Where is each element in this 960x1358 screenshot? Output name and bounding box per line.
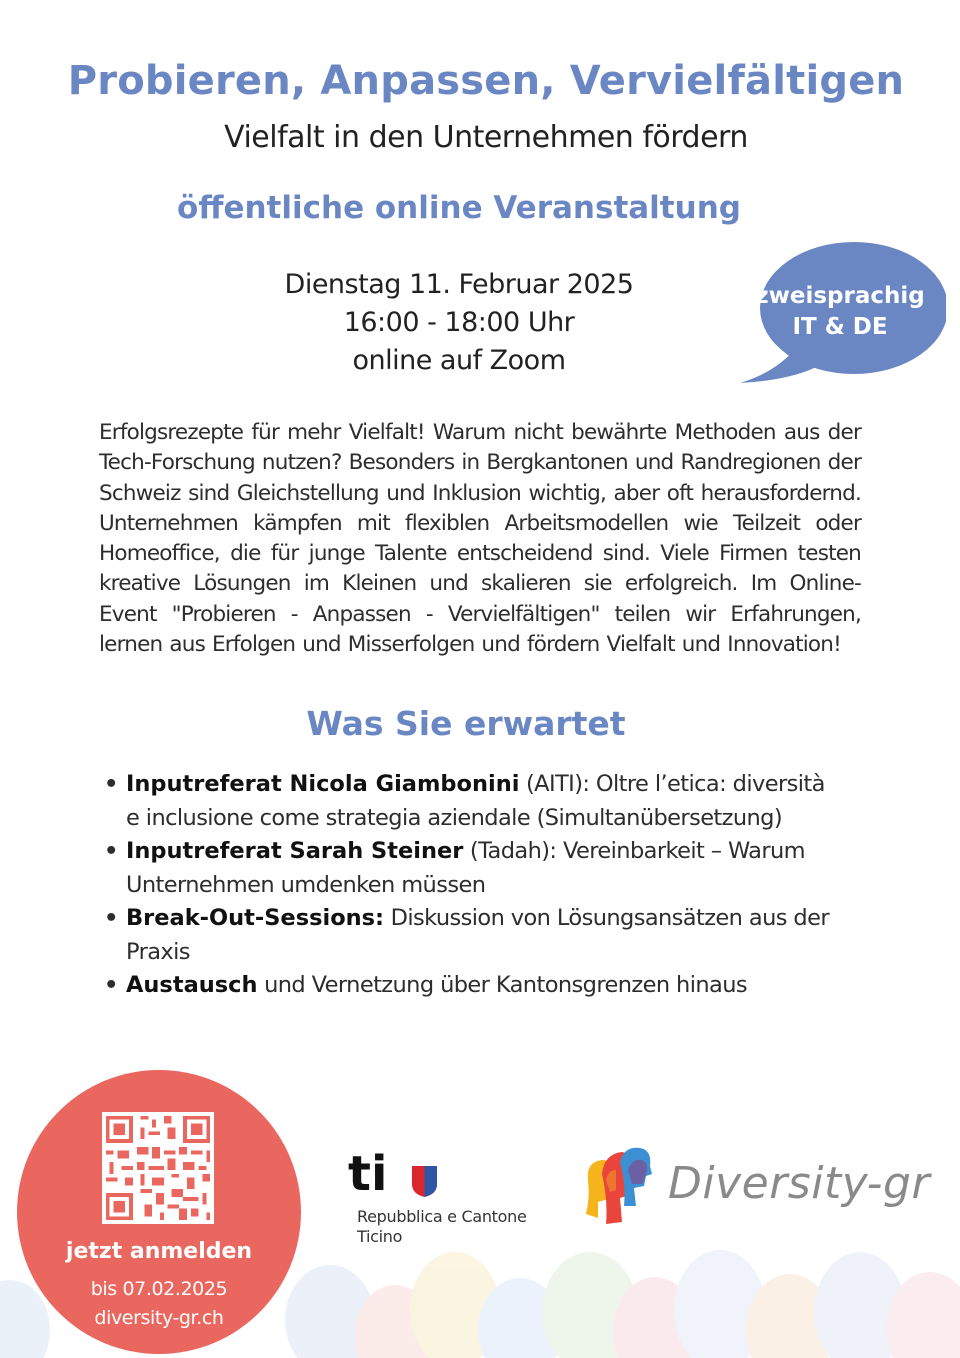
agenda-item-bold: Inputreferat Nicola Giambonini	[126, 771, 520, 797]
agenda-list	[104, 768, 844, 1003]
agenda-item-bold: Austausch	[126, 972, 258, 998]
agenda-item-text: (AITI): Oltre l’etica: diversità e inclusione come strategia aziendale (Simultanübersetzung)	[126, 771, 825, 831]
agenda-item	[104, 902, 844, 969]
ti-logo-mark: ti	[348, 1150, 388, 1198]
agenda-item	[104, 835, 844, 902]
agenda-item-text: und Vernetzung über Kantonsgrenzen hinaus	[257, 972, 747, 998]
agenda-item	[104, 969, 844, 1003]
bullet-icon: •	[104, 838, 118, 864]
page-subtitle: Vielfalt in den Unternehmen fördern	[224, 120, 748, 155]
registration-website-link[interactable]: diversity-gr.ch	[94, 1307, 224, 1329]
qr-code-icon[interactable]	[102, 1112, 214, 1224]
canton-ticino-logo	[348, 1150, 440, 1198]
bullet-icon: •	[104, 905, 118, 931]
bullet-icon: •	[104, 771, 118, 797]
diversity-gr-logo-icon	[580, 1140, 664, 1230]
canton-ticino-line1: Repubblica e Cantone	[357, 1207, 527, 1226]
bilingual-badge	[744, 281, 936, 343]
registration-deadline: bis 07.02.2025	[90, 1278, 228, 1300]
bilingual-badge-line2: IT & DE	[792, 314, 888, 340]
register-cta[interactable]: jetzt anmelden	[65, 1239, 253, 1264]
event-description: Erfolgsrezepte für mehr Vielfalt! Warum nicht bewährte Methoden aus der Tech-Forschung nutzen? Besonders in Bergkantonen und Randregionen der Schweiz sind Gleichstellung und Inklusion wichtig, aber oft herausfordernd. Unternehmen kämpfen mit flexiblen Arbeitsmodellen wie Teilzeit oder Homeoffice, die für junge Talente entscheidend sind. Viele Firmen testen kreative Lösungen im Kleinen und skalieren sie erfolgreich. Im Online-Event "Probieren - Anpassen - Vervielfältigen" teilen wir Erfahrungen, lernen aus Erfolgen und Misserfolgen und fördern Vielfalt und Innovation!	[99, 420, 861, 658]
event-time: 16:00 - 18:00 Uhr	[343, 307, 575, 338]
canton-ticino-text	[357, 1207, 557, 1247]
event-date: Dienstag 11. Februar 2025	[284, 269, 634, 300]
event-location: online auf Zoom	[352, 345, 566, 376]
agenda-item-bold: Break-Out-Sessions:	[126, 905, 385, 931]
page-title: Probieren, Anpassen, Vervielfältigen	[67, 58, 905, 104]
agenda-item-text: (Tadah): Vereinbarkeit – Warum Unternehmen umdenken müssen	[126, 838, 805, 898]
agenda-item-text: Diskussion von Lösungsansätzen aus der Praxis	[126, 905, 829, 965]
bullet-icon: •	[104, 972, 118, 998]
agenda-title: Was Sie erwartet	[306, 704, 626, 743]
canton-ticino-line2: Ticino	[357, 1227, 403, 1246]
agenda-item-bold: Inputreferat Sarah Steiner	[126, 838, 464, 864]
event-type-heading: öffentliche online Veranstaltung	[177, 190, 741, 226]
diversity-gr-wordmark: Diversity-gr	[668, 1158, 931, 1209]
agenda-item	[104, 768, 844, 835]
bilingual-badge-line1: zweisprachig	[755, 283, 925, 309]
